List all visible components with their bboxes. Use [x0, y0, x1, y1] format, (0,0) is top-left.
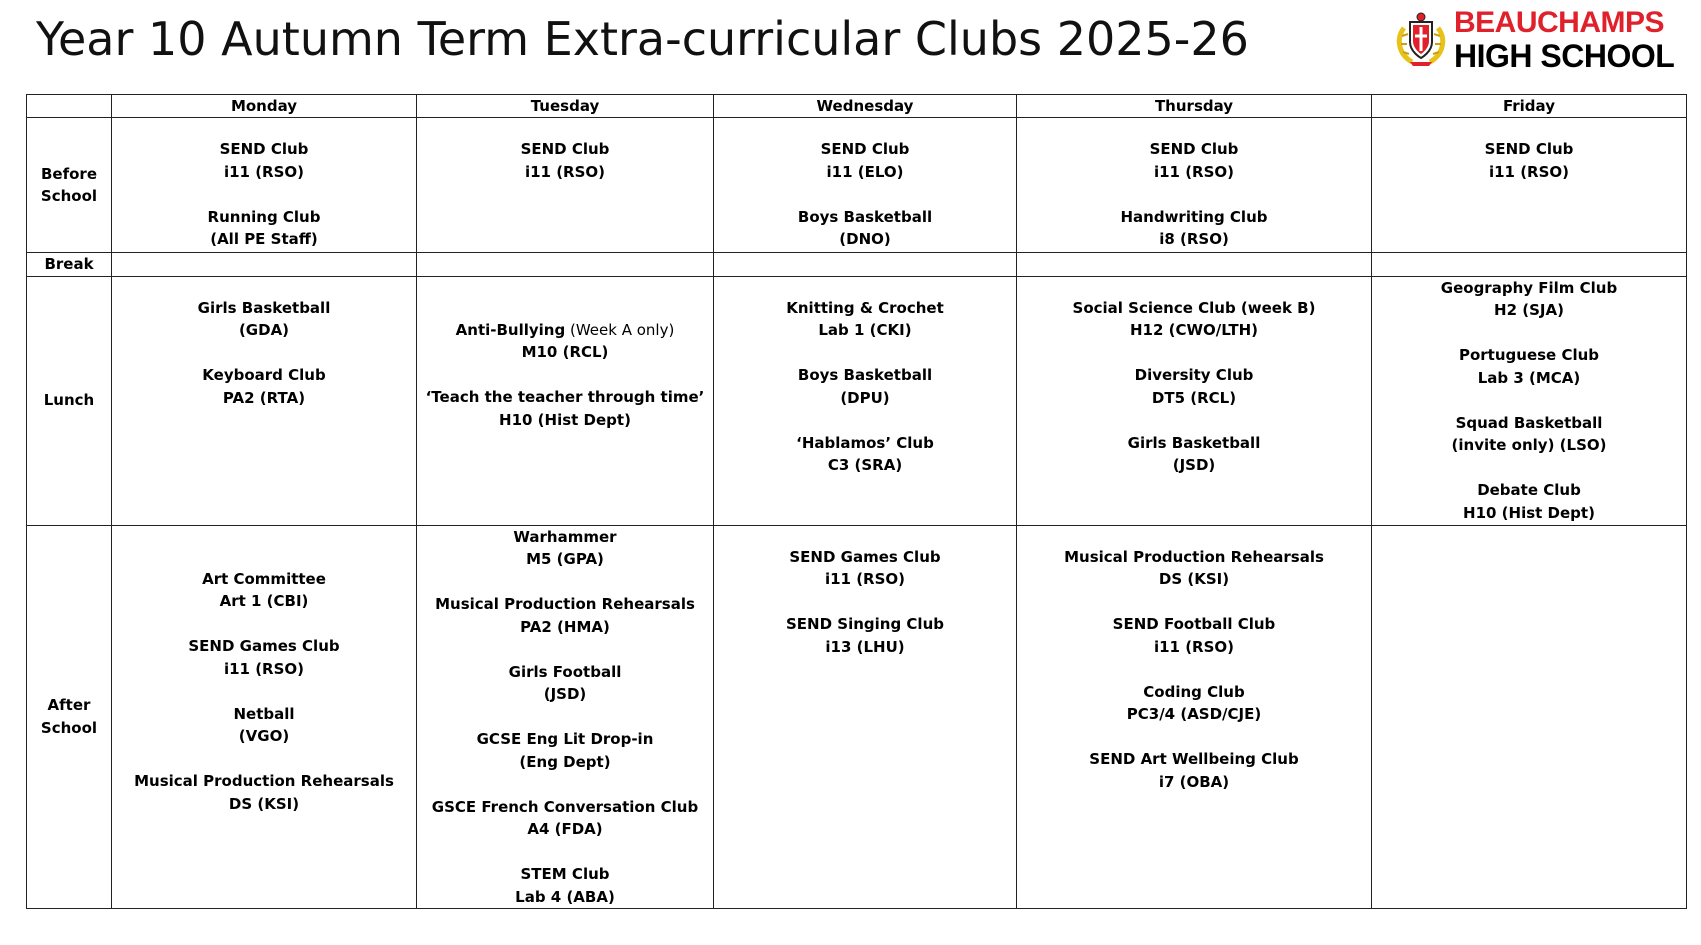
club-entry: Musical Production Rehearsals DS (KSI) [1064, 547, 1324, 588]
club-entry: Knitting & Crochet Lab 1 (CKI) [786, 298, 944, 339]
cell-break-thursday [1017, 253, 1372, 277]
day-header-monday: Monday [112, 95, 417, 118]
cell-before-tuesday [417, 118, 714, 253]
day-header-tuesday: Tuesday [417, 95, 714, 118]
club-entry: Warhammer M5 (GPA) [513, 527, 617, 568]
header-row [27, 95, 1687, 118]
before-school-row [27, 118, 1687, 253]
club-entry: Handwriting Club i8 (RSO) [1120, 207, 1268, 248]
club-entry: Diversity Club DT5 (RCL) [1134, 366, 1254, 407]
club-entry: Musical Production Rehearsals DS (KSI) [134, 772, 394, 813]
school-logo [1392, 6, 1692, 72]
club-entry: GSCE French Conversation Club A4 (FDA) [431, 797, 699, 838]
cell-lunch-tuesday [417, 276, 714, 525]
club-entry: Coding Club PC3/4 (ASD/CJE) [1126, 682, 1262, 723]
cell-after-friday [1372, 525, 1687, 909]
lunch-row [27, 276, 1687, 525]
club-entry: Art Committee Art 1 (CBI) [202, 569, 326, 610]
club-entry: Girls Basketball (JSD) [1127, 433, 1261, 474]
row-label-break: Break [27, 253, 112, 277]
club-entry: ‘Hablamos’ Club C3 (SRA) [796, 433, 934, 474]
club-entry: SEND Art Wellbeing Club i7 (OBA) [1089, 750, 1299, 791]
club-entry: SEND Club i11 (RSO) [520, 140, 610, 181]
club-entry: SEND Games Club i11 (RSO) [188, 637, 340, 678]
club-entry: Netball (VGO) [233, 704, 295, 745]
row-label-after-school: After School [27, 525, 112, 909]
after-school-row [27, 525, 1687, 909]
cell-break-wednesday [714, 253, 1017, 277]
club-entry: STEM Club Lab 4 (ABA) [515, 865, 615, 906]
club-entry: GCSE Eng Lit Drop-in (Eng Dept) [476, 730, 654, 771]
club-entry: SEND Singing Club i13 (LHU) [786, 615, 944, 656]
club-entry: ‘Teach the teacher through time’ H10 (Hist Dept) [425, 388, 705, 429]
cell-before-thursday [1017, 118, 1372, 253]
row-label-before-school: Before School [27, 118, 112, 253]
logo-text-line2: HIGH SCHOOL [1454, 38, 1675, 74]
cell-lunch-friday [1372, 276, 1687, 525]
club-entry: SEND Club i11 (RSO) [1149, 140, 1239, 181]
school-crest-icon [1392, 10, 1450, 68]
cell-before-wednesday [714, 118, 1017, 253]
cell-lunch-wednesday [714, 276, 1017, 525]
clubs-timetable [26, 94, 1687, 909]
club-entry: Musical Production Rehearsals PA2 (HMA) [435, 595, 695, 636]
club-entry: Boys Basketball (DNO) [797, 207, 933, 248]
cell-break-monday [112, 253, 417, 277]
logo-text-line1: BEAUCHAMPS [1454, 6, 1665, 39]
cell-before-friday [1372, 118, 1687, 253]
club-entry: Debate Club H10 (Hist Dept) [1463, 481, 1595, 522]
club-entry: Geography Film Club H2 (SJA) [1440, 278, 1618, 319]
day-header-friday: Friday [1372, 95, 1687, 118]
row-label-lunch: Lunch [27, 276, 112, 525]
club-entry: Portuguese Club Lab 3 (MCA) [1458, 346, 1600, 387]
page-title: Year 10 Autumn Term Extra-curricular Clubs 2025-26 [36, 12, 1249, 66]
cell-lunch-thursday [1017, 276, 1372, 525]
club-entry: Squad Basketball (invite only) (LSO) [1451, 413, 1607, 454]
club-entry: Girls Basketball (GDA) [197, 298, 331, 339]
cell-after-tuesday [417, 525, 714, 909]
club-entry: SEND Games Club i11 (RSO) [789, 547, 941, 588]
club-entry: Running Club (All PE Staff) [207, 207, 321, 248]
cell-after-thursday [1017, 525, 1372, 909]
club-entry: SEND Football Club i11 (RSO) [1112, 615, 1276, 656]
cell-break-friday [1372, 253, 1687, 277]
club-entry: Boys Basketball (DPU) [797, 366, 933, 407]
club-entry: Keyboard Club PA2 (RTA) [202, 366, 326, 407]
cell-break-tuesday [417, 253, 714, 277]
club-entry: SEND Club i11 (ELO) [820, 140, 910, 181]
day-header-wednesday: Wednesday [714, 95, 1017, 118]
club-entry: Anti-Bullying (Week A only) M10 (RCL) [455, 320, 675, 361]
club-entry: SEND Club i11 (RSO) [219, 140, 309, 181]
day-header-thursday: Thursday [1017, 95, 1372, 118]
cell-before-monday [112, 118, 417, 253]
break-row [27, 253, 1687, 277]
cell-lunch-monday [112, 276, 417, 525]
club-entry: Social Science Club (week B) H12 (CWO/LTH) [1072, 298, 1316, 339]
club-entry: Girls Football (JSD) [508, 662, 622, 703]
cell-after-wednesday [714, 525, 1017, 909]
club-entry: SEND Club i11 (RSO) [1484, 140, 1574, 181]
cell-after-monday [112, 525, 417, 909]
corner-cell [27, 95, 112, 118]
